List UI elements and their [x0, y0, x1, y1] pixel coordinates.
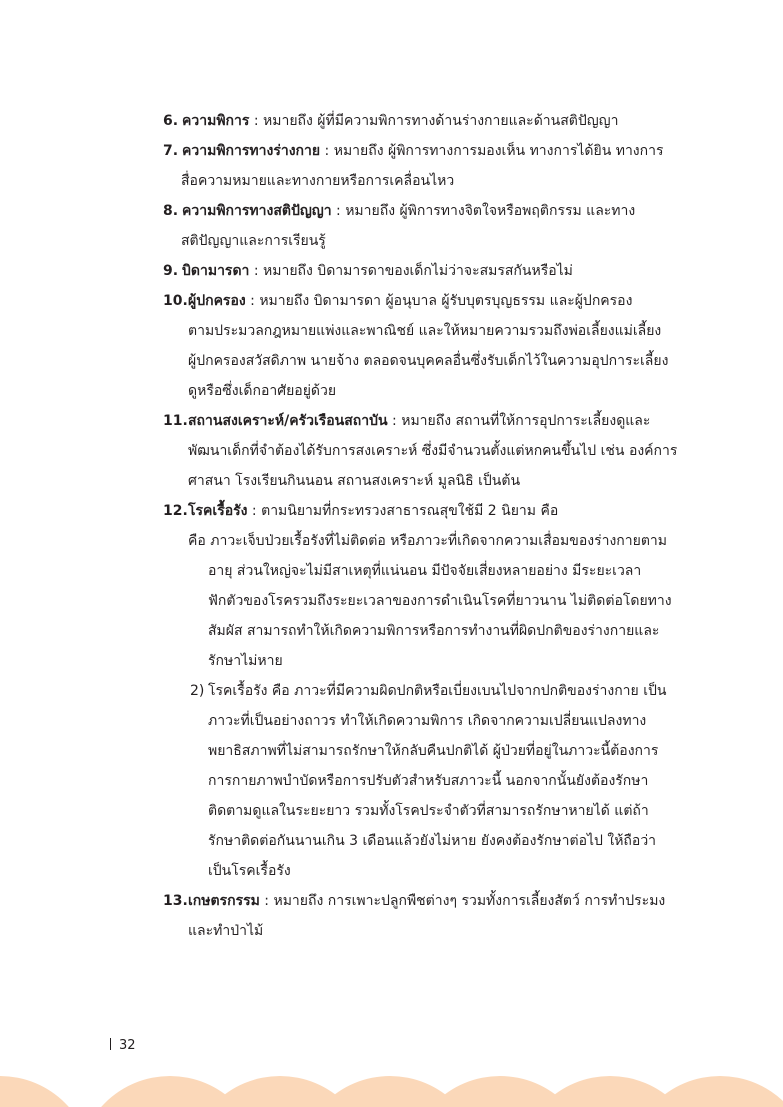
sub-definition-line: รักษาไม่หาย: [208, 653, 283, 669]
definition-item: [0, 196, 783, 256]
item-number: 13.: [163, 893, 188, 909]
item-continuation-line: ดูหรือซึ่งเด็กอาศัยอยู่ด้วย: [188, 383, 337, 399]
item-term: ความพิการทางสติปัญญา: [182, 203, 332, 219]
definition-item: [0, 886, 783, 946]
sub-definition-first-line: คือ ภาวะเจ็บป่วยเรื้อรังที่ไม่ติดต่อ หรือภาวะที่เกิดจากความเสื่อมของร่างกายตาม: [188, 533, 668, 549]
item-term: ความพิการ: [182, 113, 250, 129]
document-body: [0, 106, 783, 946]
item-continuation-line: สติปัญญาและการเรียนรู้: [181, 233, 326, 249]
item-number: 6.: [163, 113, 179, 129]
item-definition: : หมายถึง ผู้พิการทางจิตใจหรือพฤติกรรม และทาง: [331, 203, 636, 219]
item-continuation-line: ศาสนา โรงเรียนกินนอน สถานสงเคราะห์ มูลนิธิ เป็นต้น: [188, 473, 521, 489]
sub-definition-text: โรคเรื้อรัง คือ ภาวะที่มีความผิดปกติหรือเบี่ยงเบนไปจากปกติของร่างกาย เป็น: [208, 683, 667, 699]
definition-item: [0, 496, 783, 886]
definition-item: [0, 106, 783, 136]
item-definition: : หมายถึง บิดามารดา ผู้อนุบาล ผู้รับบุตรบุญธรรม และผู้ปกครอง: [245, 293, 633, 309]
definition-item: [0, 406, 783, 496]
item-first-line: [0, 106, 783, 136]
item-term: บิดามารดา: [182, 263, 250, 279]
item-continuation-line: ผู้ปกครองสวัสดิภาพ นายจ้าง ตลอดจนบุคคลอื่นซึ่งรับเด็กไว้ในความอุปการะเลี้ยง: [188, 353, 669, 369]
sub-definition-line: การกายภาพบำบัดหรือการปรับตัวสำหรับสภาวะนี้ นอกจากนั้นยังต้องรักษา: [208, 773, 649, 789]
sub-definition-first-line: [0, 676, 783, 706]
definition-item: [0, 136, 783, 196]
sub-definition-line: ภาวะที่เป็นอย่างถาวร ทำให้เกิดความพิการ เกิดจากความเปลี่ยนแปลงทาง: [208, 713, 647, 729]
item-term: สถานสงเคราะห์/ครัวเรือนสถาบัน: [188, 413, 388, 429]
chronic-definition-2: [0, 676, 783, 886]
definition-item: [0, 256, 783, 286]
sub-definition-line: สัมผัส สามารถทำให้เกิดความพิการหรือการทำงานที่ผิดปกติของร่างกายและ: [208, 623, 660, 639]
sub-definition-line: เป็นโรคเรื้อรัง: [208, 863, 291, 879]
item-number: 7.: [163, 143, 179, 159]
item-continuation-line: ตามประมวลกฎหมายแพ่งและพาณิชย์ และให้หมายความรวมถึงพ่อเลี้ยงแม่เลี้ยง: [188, 323, 662, 339]
item-number: 8.: [163, 203, 179, 219]
item-continuation-line: พัฒนาเด็กที่จำต้องได้รับการสงเคราะห์ ซึ่งมีจำนวนตั้งแต่หกคนขึ้นไป เช่น องค์การ: [188, 443, 678, 459]
footer-decoration: [0, 1040, 783, 1107]
item-first-line: [0, 406, 783, 436]
item-number: 10.: [163, 293, 188, 309]
item-definition: : หมายถึง สถานที่ให้การอุปการะเลี้ยงดูและ: [387, 413, 651, 429]
definition-item: [0, 286, 783, 406]
item-continuation-line: สื่อความหมายและทางกายหรือการเคลื่อนไหว: [181, 173, 455, 189]
item-first-line: [0, 256, 783, 286]
item-term: ผู้ปกครอง: [188, 293, 246, 309]
item-definition: : หมายถึง การเพาะปลูกพืชต่างๆ รวมทั้งการเลี้ยงสัตว์ การทำประมง: [259, 893, 666, 909]
item-definition: : หมายถึง ผู้ที่มีความพิการทางด้านร่างกายและด้านสติปัญญา: [249, 113, 619, 129]
sub-definition-line: พยาธิสภาพที่ไม่สามารถรักษาให้กลับคืนปกติได้ ผู้ป่วยที่อยู่ในภาวะนี้ต้องการ: [208, 743, 659, 759]
item-first-line: [0, 136, 783, 166]
sub-definition-line: รักษาติดต่อกันนานเกิน 3 เดือนแล้วยังไม่หาย ยังคงต้องรักษาต่อไป ให้ถือว่า: [208, 833, 657, 849]
item-first-line: [0, 286, 783, 316]
page-number-value: 32: [119, 1038, 136, 1053]
item-number: 12.: [163, 503, 188, 519]
item-definition: : หมายถึง บิดามารดาของเด็กไม่ว่าจะสมรสกันหรือไม่: [249, 263, 573, 279]
item-definition: : หมายถึง ผู้พิการทางการมองเห็น ทางการได้ยิน ทางการ: [320, 143, 664, 159]
item-continuation-line: และทำป่าไม้: [188, 923, 264, 939]
item-definition: : ตามนิยามที่กระทรวงสาธารณสุขใช้มี 2 นิยาม คือ: [247, 503, 559, 519]
item-term: เกษตรกรรม: [188, 893, 260, 909]
item-term: ความพิการทางร่างกาย: [182, 143, 321, 159]
item-term: โรคเรื้อรัง: [188, 503, 248, 519]
item-number: 11.: [163, 413, 188, 429]
sub-definition-line: ฟักตัวของโรครวมถึงระยะเวลาของการดำเนินโรคที่ยาวนาน ไม่ติดต่อโดยทาง: [208, 593, 672, 609]
item-first-line: [0, 886, 783, 916]
item-first-line: [0, 196, 783, 226]
sub-definition-line: อายุ ส่วนใหญ่จะไม่มีสาเหตุที่แน่นอน มีปัจจัยเสี่ยงหลายอย่าง มีระยะเวลา: [208, 563, 642, 579]
decor-arc: [0, 1076, 92, 1107]
item-first-line: [0, 496, 783, 526]
item-number: 9.: [163, 263, 179, 279]
list-marker: 2): [190, 683, 205, 699]
sub-definition-line: ติดตามดูแลในระยะยาว รวมทั้งโรคประจำตัวที่สามารถรักษาหายได้ แต่ถ้า: [208, 803, 649, 819]
chronic-definition-1: [0, 526, 783, 676]
